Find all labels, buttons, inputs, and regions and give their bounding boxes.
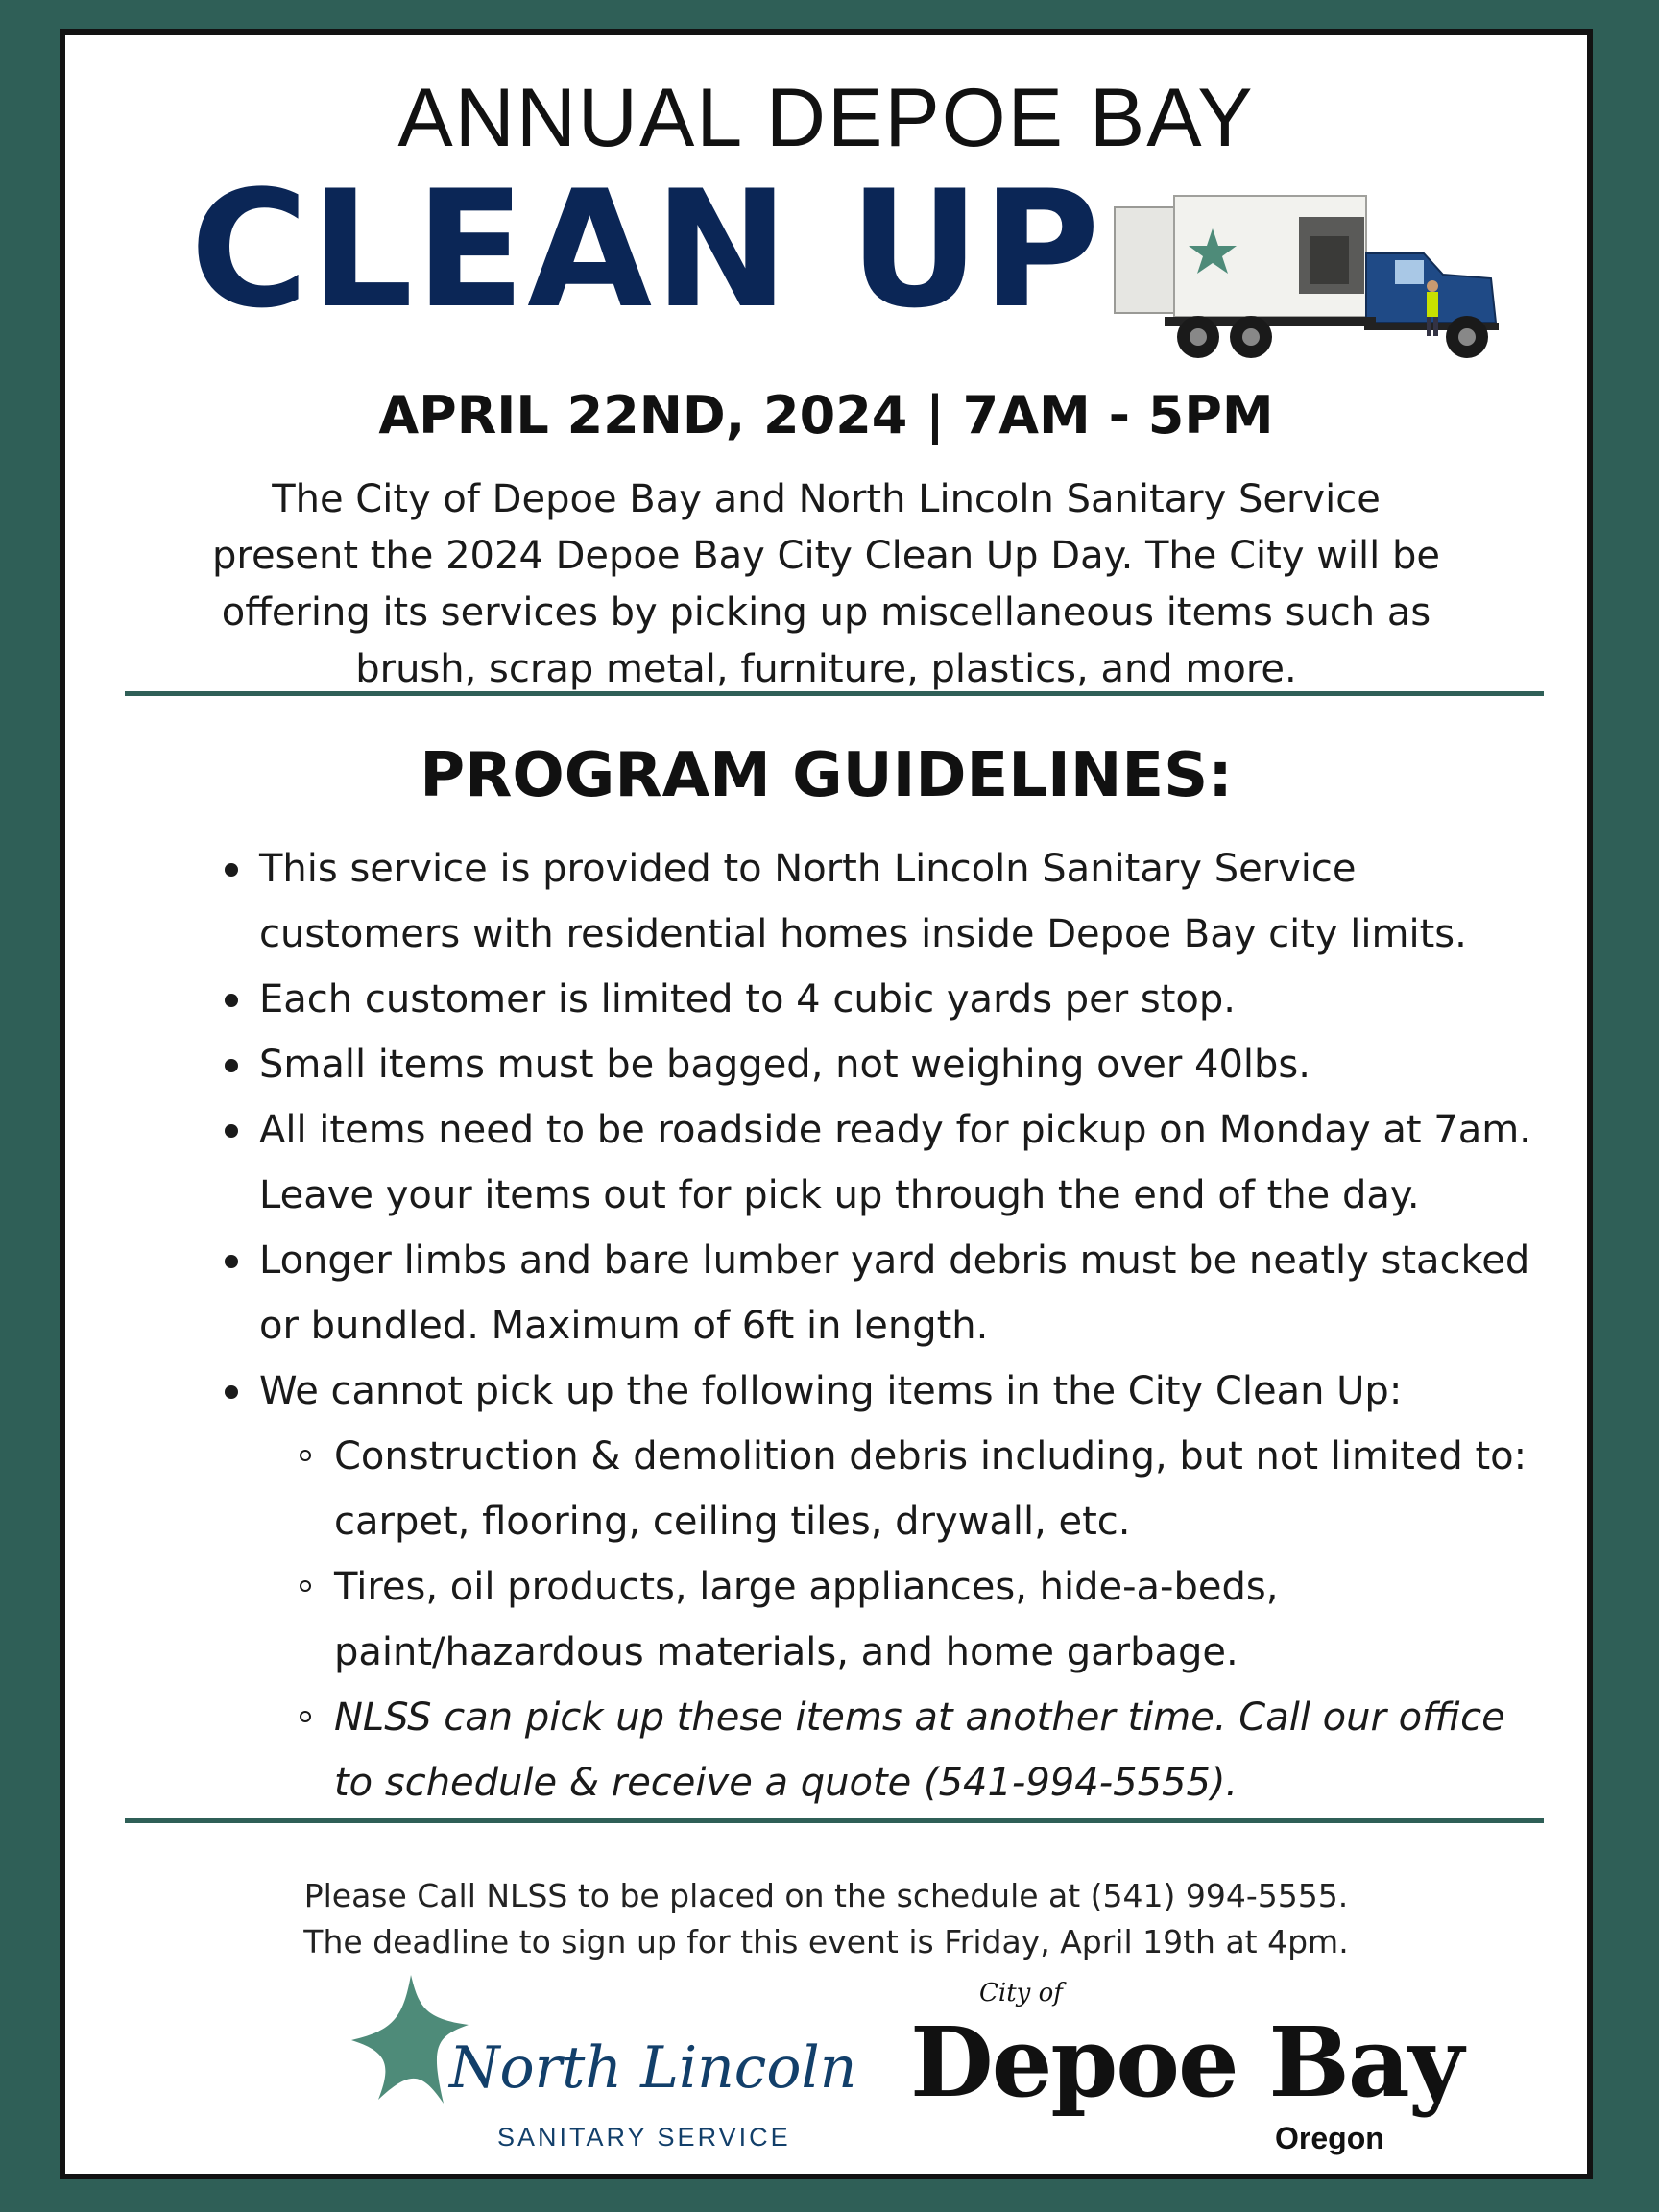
- footer-line-phone: Please Call NLSS to be placed on the schedule at (541) 994-5555.: [303, 1877, 1349, 1914]
- guidelines-list: [169, 836, 1551, 1815]
- divider-top: [125, 691, 1544, 696]
- intro-paragraph: The City of Depoe Bay and North Lincoln Sanitary Service present the 2024 Depoe Bay City Clean Up Day. The City will be offering its services by picking up miscellaneous items such as brush, scrap metal, furniture, plastics, and more.: [211, 477, 1440, 691]
- guideline-item: Small items must be bagged, not weighing over 40lbs.: [169, 1032, 1551, 1097]
- signup-footer: [65, 1873, 1587, 1965]
- guideline-item: Each customer is limited to 4 cubic yards per stop.: [169, 967, 1551, 1032]
- north-lincoln-logo: [344, 1969, 891, 2161]
- guideline-item: We cannot pick up the following items in the City Clean Up:: [169, 1358, 1551, 1424]
- city-state: Oregon: [1275, 2121, 1384, 2155]
- guideline-item: This service is provided to North Lincoln Sanitary Service customers with residential homes inside Depoe Bay city limits.: [169, 836, 1551, 967]
- divider-bottom: [125, 1818, 1544, 1823]
- nlss-name: North Lincoln: [449, 2034, 857, 2102]
- city-name: Depoe Bay: [910, 2006, 1462, 2119]
- excluded-item: Tires, oil products, large appliances, hide-a-beds, paint/hazardous materials, and home garbage.: [169, 1554, 1551, 1685]
- guideline-item: All items need to be roadside ready for pickup on Monday at 7am. Leave your items out for pick up through the end of the day.: [169, 1097, 1551, 1228]
- excluded-item-note: NLSS can pick up these items at another time. Call our office to schedule & receive a quote (541-994-5555).: [169, 1685, 1551, 1815]
- city-depoe-bay-logo: [910, 1979, 1486, 2171]
- nlss-subtitle: SANITARY SERVICE: [497, 2123, 791, 2152]
- guideline-item: Longer limbs and bare lumber yard debris must be neatly stacked or bundled. Maximum of 6ft in length.: [169, 1228, 1551, 1358]
- guidelines-title: PROGRAM GUIDELINES:: [420, 740, 1233, 811]
- footer-line-deadline: The deadline to sign up for this event is Friday, April 19th at 4pm.: [303, 1923, 1349, 1960]
- event-date-time: APRIL 22ND, 2024 | 7AM - 5PM: [378, 385, 1274, 445]
- event-subtitle: ANNUAL DEPOE BAY: [397, 72, 1255, 164]
- excluded-item: Construction & demolition debris including, but not limited to: carpet, flooring, ceiling tiles, drywall, etc.: [169, 1424, 1551, 1554]
- event-title: CLEAN UP: [190, 156, 1102, 344]
- city-of-label: City of: [979, 1979, 1063, 2008]
- garbage-truck-image: [1107, 179, 1510, 371]
- flyer-card: [60, 29, 1593, 2179]
